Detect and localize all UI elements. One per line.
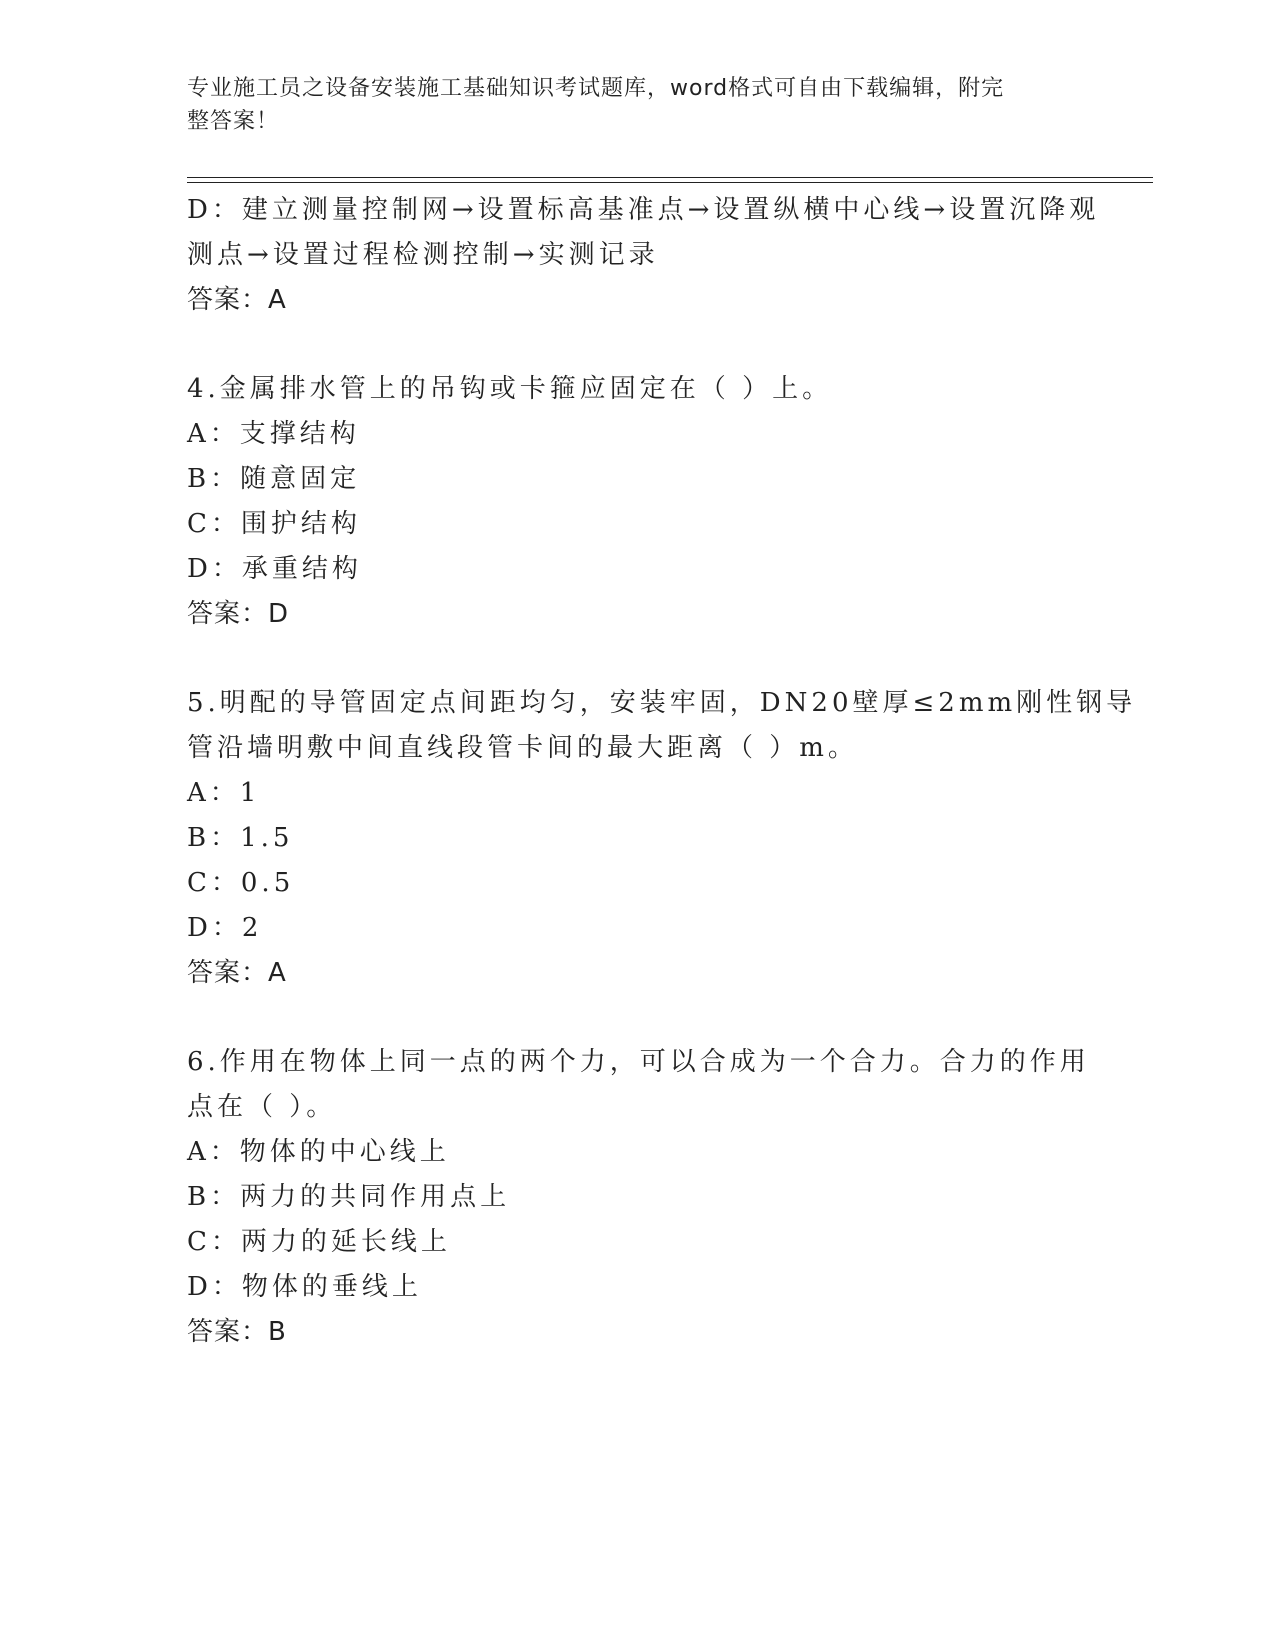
option-c: C：围护结构 [187, 509, 361, 539]
option-d-line-1: D：建立测量控制网→设置标高基准点→设置纵横中心线→设置沉降观 [187, 195, 1100, 225]
option-d: D：2 [187, 913, 263, 943]
question-4 [187, 367, 1087, 637]
question-5 [187, 681, 1137, 996]
header-rule-top [187, 177, 1153, 178]
option-c: C：两力的延长线上 [187, 1227, 451, 1257]
option-b: B：随意固定 [187, 464, 361, 494]
question-list [187, 188, 1137, 1399]
option-c: C：0.5 [187, 868, 295, 898]
answer-5: 答案：A [187, 958, 287, 988]
option-a: A：1 [187, 778, 261, 808]
question-stem-line-1: 5.明配的导管固定点间距均匀，安装牢固，DN20壁厚≤2mm刚性钢导 [187, 688, 1137, 718]
option-d-line-2: 测点→设置过程检测控制→实测记录 [187, 240, 659, 270]
option-b: B：两力的共同作用点上 [187, 1182, 511, 1212]
question-stem-line-1: 6.作用在物体上同一点的两个力，可以合成为一个合力。合力的作用 [187, 1047, 1090, 1077]
option-a: A：支撑结构 [187, 419, 360, 449]
question-6 [187, 1040, 1090, 1355]
question-stem-line-2: 点在（ ）。 [187, 1092, 337, 1122]
answer-6: 答案：B [187, 1317, 287, 1347]
question-stem: 4.金属排水管上的吊钩或卡箍应固定在（ ）上。 [187, 374, 833, 404]
option-b: B：1.5 [187, 823, 294, 853]
answer-4: 答案：D [187, 599, 290, 629]
header-line-1: 专业施工员之设备安装施工基础知识考试题库，word格式可自由下载编辑，附完 [187, 76, 1005, 101]
option-d: D：承重结构 [187, 554, 362, 584]
question-stem-line-2: 管沿墙明敷中间直线段管卡间的最大距离（ ）m。 [187, 733, 858, 763]
question-3-continued [187, 188, 1100, 323]
answer-3: 答案：A [187, 285, 287, 315]
header-line-2: 整答案！ [187, 109, 280, 134]
option-a: A：物体的中心线上 [187, 1137, 450, 1167]
document-header [187, 72, 1067, 138]
header-rule-bottom [187, 182, 1153, 183]
option-d: D：物体的垂线上 [187, 1272, 422, 1302]
